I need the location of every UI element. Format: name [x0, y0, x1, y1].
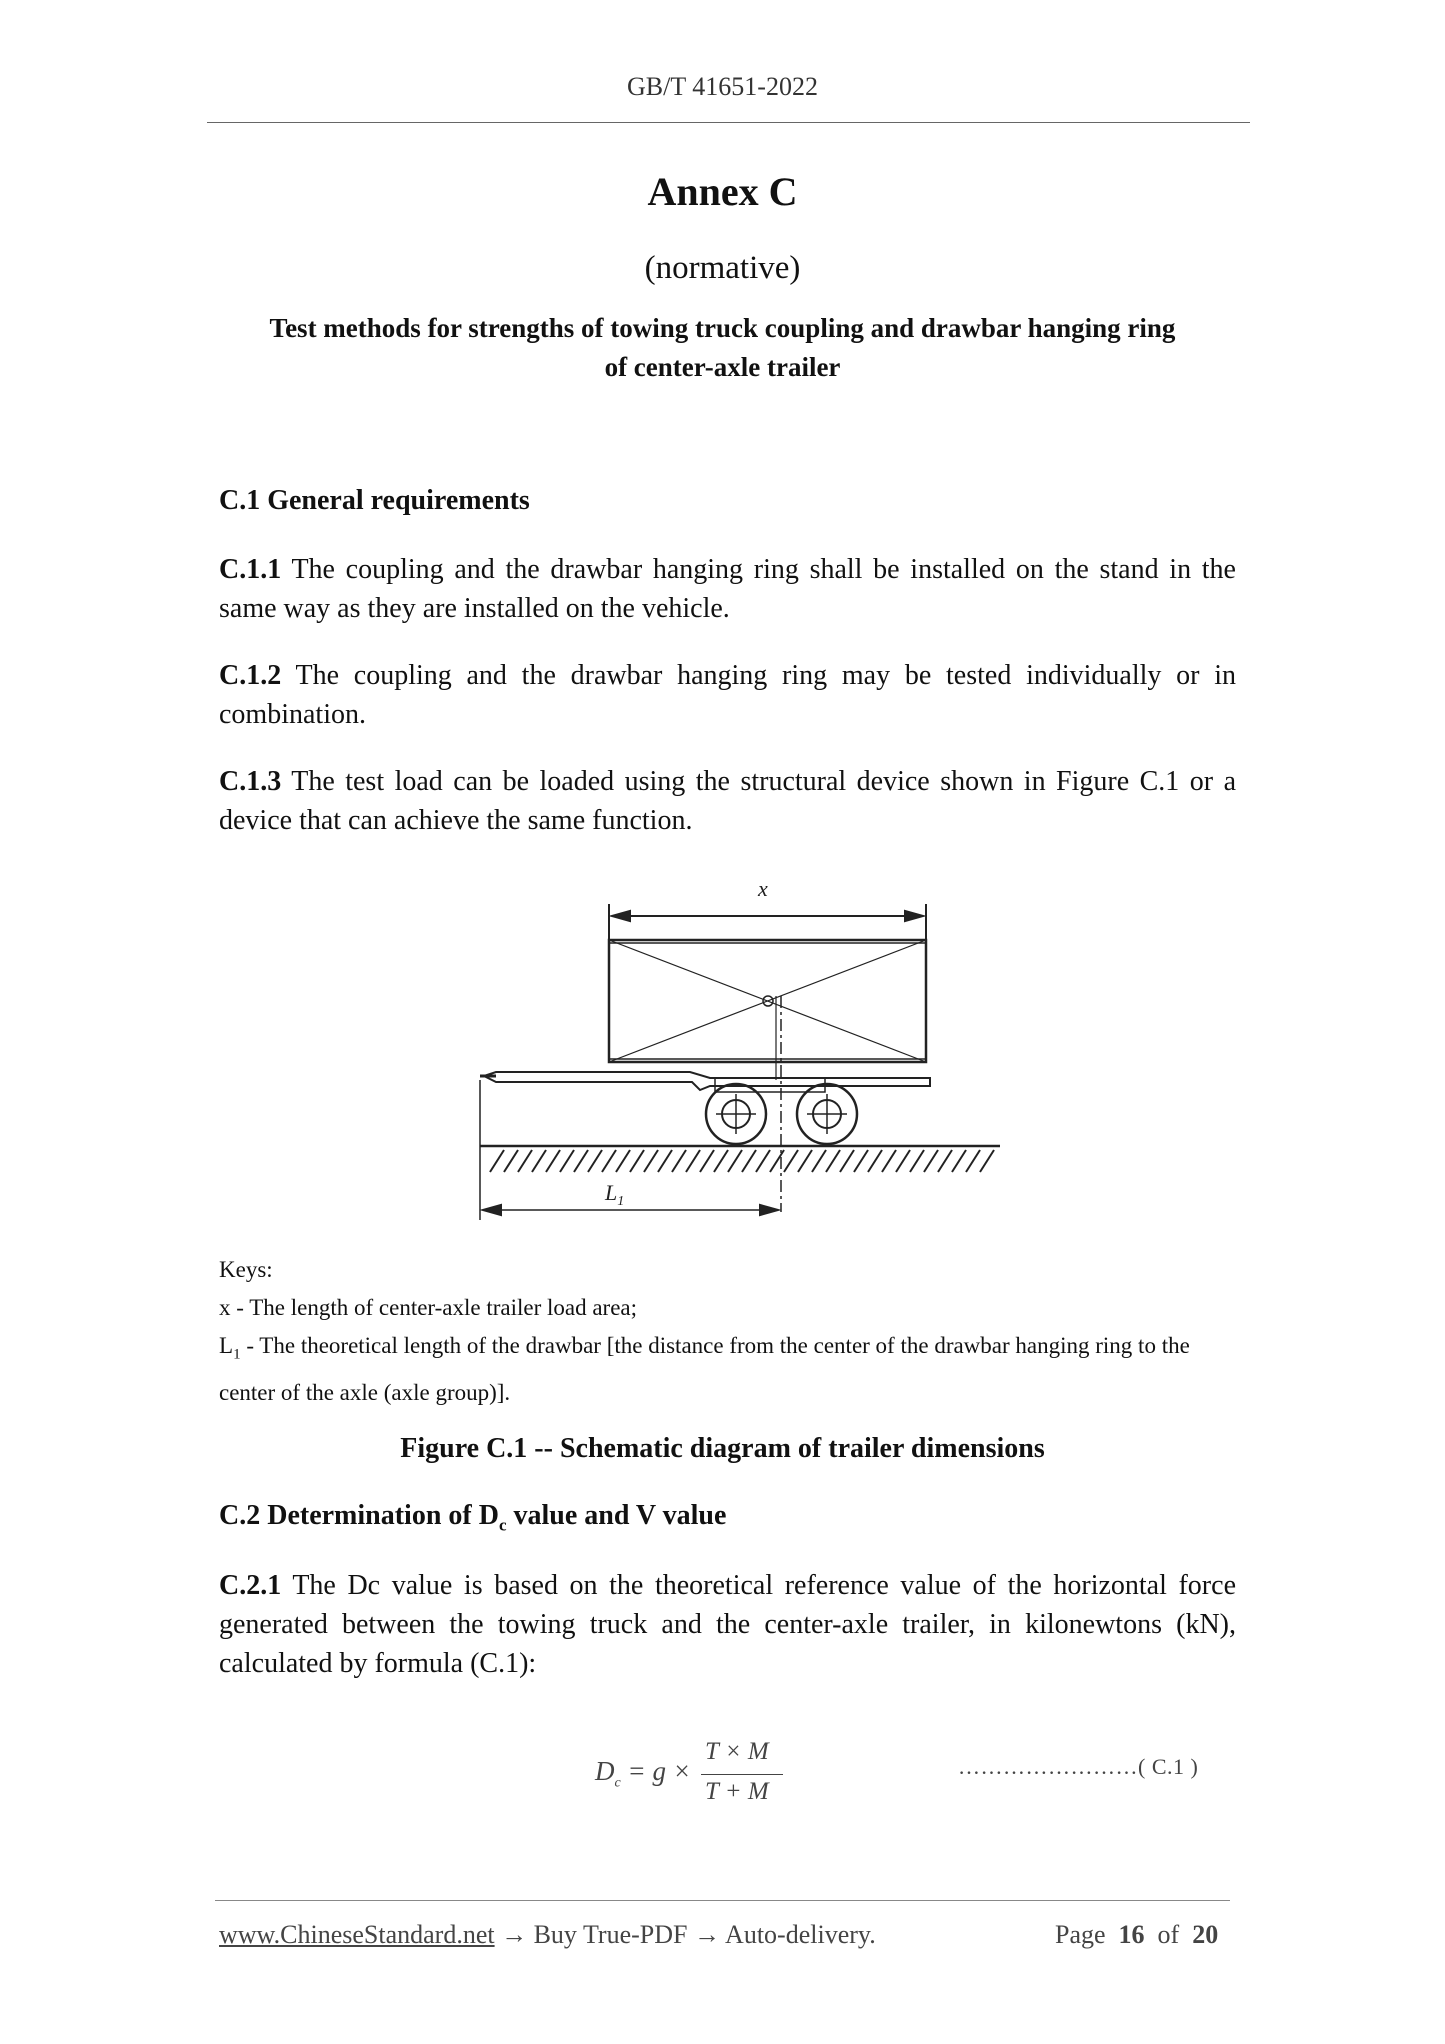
clause-c2-1-number: C.2.1 — [219, 1570, 282, 1601]
clause-c1-1-text: The coupling and the drawbar hanging ring shall be installed on the stand in the same way as they are installed on the vehicle. — [219, 554, 1236, 624]
footer-promo-text: → Buy True-PDF → Auto-delivery. — [494, 1920, 876, 1949]
formula-denominator: T + M — [705, 1778, 769, 1805]
header-divider — [207, 122, 1250, 123]
annex-main-title-line1: Test methods for strengths of towing truck coupling and drawbar hanging ring — [269, 313, 1176, 343]
footer-page-number: 16 — [1118, 1920, 1145, 1949]
footer-page-word: Page — [1055, 1920, 1106, 1949]
formula-lhs — [595, 1756, 691, 1791]
key-l1-text: - The theoretical length of the drawbar [the distance from the center of the drawbar hanging ring to the center of the axle (axle group)]. — [219, 1333, 1190, 1405]
clause-c1-1-number: C.1.1 — [219, 554, 282, 585]
annex-title: Annex C — [647, 169, 798, 214]
section-c1-heading: C.1 General requirements — [219, 485, 530, 516]
footer-page-total: 20 — [1192, 1920, 1219, 1949]
key-x: x - The length of center-axle trailer load area; — [219, 1295, 638, 1320]
annex-main-title — [220, 309, 1225, 387]
footer-divider — [215, 1900, 1230, 1901]
formula-c1 — [595, 1738, 795, 1808]
l1-label-subscript: 1 — [617, 1194, 625, 1209]
l1-label-letter: L — [605, 1180, 618, 1205]
clause-c2-1-text: The Dc value is based on the theoretical reference value of the horizontal force generated between the towing truck and the center-axle trailer, in kilonewtons (kN), calculated by formula (C.1): — [219, 1570, 1236, 1679]
figure-caption: Figure C.1 -- Schematic diagram of trailer dimensions — [400, 1433, 1045, 1464]
footer-site-link[interactable]: www.ChineseStandard.net — [219, 1920, 495, 1949]
clause-c1-2 — [219, 656, 1236, 734]
document-number-header: GB/T 41651-2022 — [627, 72, 818, 101]
clause-c1-1 — [219, 550, 1236, 628]
x-arrow-left — [612, 911, 630, 921]
footer-promo — [219, 1920, 876, 1950]
key-l1-letter: L — [219, 1333, 234, 1358]
footer-page-indicator — [1055, 1920, 1218, 1950]
formula-fraction-bar — [701, 1774, 783, 1775]
clause-c1-3-text: The test load can be loaded using the structural device shown in Figure C.1 or a device that can achieve the same function. — [219, 766, 1237, 836]
section-c2-heading-sub: c — [498, 1515, 507, 1535]
annex-nature: (normative) — [644, 250, 801, 286]
formula-lhs-subscript: c — [614, 1775, 621, 1791]
annex-main-title-line2: of center-axle trailer — [604, 352, 841, 382]
clause-c2-1 — [219, 1566, 1236, 1683]
clause-c1-2-number: C.1.2 — [219, 660, 282, 691]
formula-numerator: T × M — [705, 1738, 769, 1765]
clause-c1-2-text: The coupling and the drawbar hanging ring may be tested individually or in combination. — [219, 660, 1237, 730]
x-dimension-label: x — [758, 876, 768, 901]
chassis-frame — [484, 1072, 930, 1086]
l1-arrow-left — [483, 1205, 501, 1215]
formula-number: ……………………( C.1 ) — [958, 1754, 1199, 1779]
figure-keys — [219, 1251, 1249, 1412]
section-c2-heading-pre: C.2 Determination of D — [219, 1500, 499, 1531]
footer-of-word: of — [1157, 1920, 1180, 1949]
x-arrow-right — [905, 911, 923, 921]
clause-c1-3 — [219, 762, 1236, 840]
section-c2-heading — [219, 1500, 726, 1536]
key-l1 — [219, 1327, 1249, 1412]
key-l1-subscript: 1 — [233, 1346, 241, 1363]
section-c2-heading-post: value and V value — [506, 1500, 727, 1531]
keys-title: Keys: — [219, 1257, 273, 1282]
formula-rhs-prefix: = g × — [620, 1756, 691, 1786]
trailer-schematic-figure — [460, 870, 1020, 1230]
clause-c1-3-number: C.1.3 — [219, 766, 282, 797]
formula-lhs-letter: D — [595, 1756, 615, 1786]
l1-arrow-right — [760, 1205, 778, 1215]
l1-dimension-label — [604, 1180, 624, 1209]
ground-hatching — [490, 1150, 994, 1172]
